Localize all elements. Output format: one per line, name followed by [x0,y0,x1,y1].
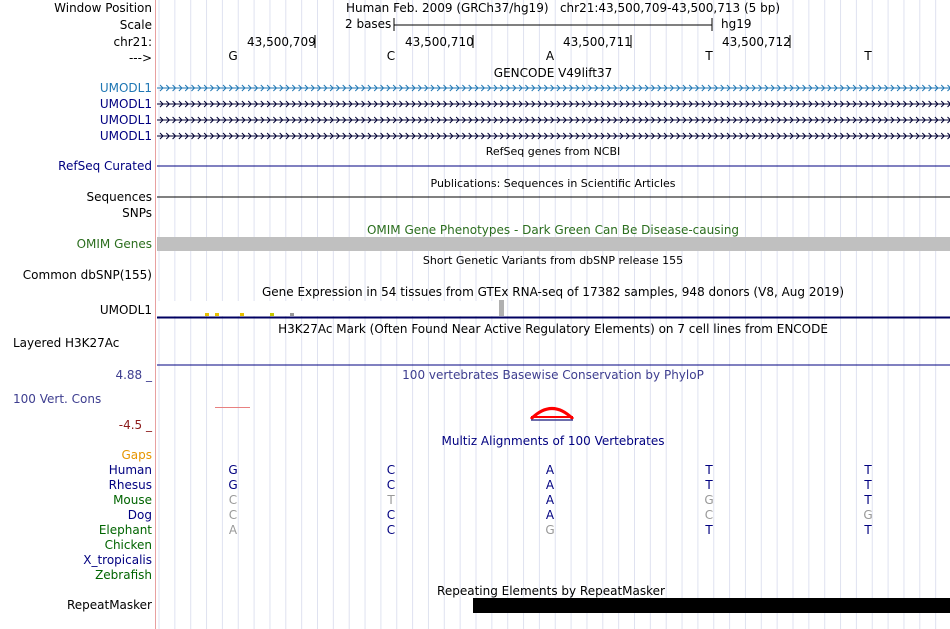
aligned-base: G [545,523,555,537]
gaps-label: Gaps [121,448,152,462]
gtex-tissue-bar [215,313,219,316]
aligned-base: T [864,493,872,507]
gtex-tissue-bar [270,313,274,316]
species-label: Dog [127,508,152,522]
h3k27ac-label[interactable]: Layered H3K27Ac [13,336,120,350]
repeatmasker-title: Repeating Elements by RepeatMasker [437,584,665,598]
species-label: Elephant [98,523,152,537]
aligned-base: G [704,493,714,507]
publications-title: Publications: Sequences in Scientific Articles [430,177,676,190]
window-position-value: Human Feb. 2009 (GRCh37/hg19) chr21:43,500,709-43,500,713 (5 bp) [346,1,781,15]
omim-label[interactable]: OMIM Genes [76,237,152,251]
multiz-title: Multiz Alignments of 100 Vertebrates [441,434,665,448]
gencode-item-label[interactable]: UMODL1 [99,113,152,127]
aligned-base: T [864,463,872,477]
aligned-base: A [545,493,555,507]
conservation-title: 100 vertebrates Basewise Conservation by PhyloP [402,368,704,382]
dna-base: A [545,49,555,63]
scale-value: 2 bases [345,17,392,31]
gencode-item-label[interactable]: UMODL1 [99,81,152,95]
aligned-base: C [386,508,396,522]
aligned-base: C [386,463,396,477]
species-label: Chicken [104,538,152,552]
aligned-base: T [705,478,713,492]
species-label: X_tropicalis [83,553,152,567]
aligned-base: A [228,523,238,537]
ruler-position-label: 43,500,711 [563,35,632,49]
aligned-base: T [864,523,872,537]
dna-base: T [705,49,713,63]
dna-base: T [864,49,872,63]
gencode-item-label[interactable]: UMODL1 [99,97,152,111]
ruler-position-label: 43,500,712 [722,35,791,49]
scale-label: Scale [119,18,152,32]
omim-gene-bar[interactable] [157,237,950,251]
gtex-bar[interactable] [499,300,504,316]
strand-label: ---> [128,51,152,65]
publications-label[interactable]: Sequences [86,190,152,204]
gtex-tissue-bar [205,313,209,316]
aligned-base: C [386,478,396,492]
species-label: Mouse [113,493,152,507]
aligned-base: A [545,508,555,522]
ruler-position-label: 43,500,710 [405,35,474,49]
refseq-label[interactable]: RefSeq Curated [58,159,152,173]
conservation-label[interactable]: 100 Vert. Cons [13,392,102,406]
gtex-title: Gene Expression in 54 tissues from GTEx RNA-seq of 17382 samples, 948 donors (V8, Aug 2019) [261,285,845,299]
dna-base: G [228,49,238,63]
species-label: Zebrafish [95,568,152,582]
ruler-position-label: 43,500,709 [247,35,316,49]
h3k27ac-title: H3K27Ac Mark (Often Found Near Active Regulatory Elements) on 7 cell lines from ENCODE [278,322,828,336]
dna-base: C [386,49,396,63]
aligned-base: A [545,478,555,492]
chrom-label: chr21: [113,35,152,49]
gtex-tissue-bar [240,313,244,316]
aligned-base: T [705,463,713,477]
conservation-min-label: -4.5 _ [118,418,152,432]
gtex-label[interactable]: UMODL1 [99,303,152,317]
aligned-base: T [387,493,395,507]
species-label: Human [108,463,152,477]
repeat-element-bar[interactable] [473,598,950,613]
refseq-title: RefSeq genes from NCBI [485,145,621,158]
snps-label[interactable]: SNPs [122,206,152,220]
gencode-item-label[interactable]: UMODL1 [99,129,152,143]
aligned-base: G [228,463,238,477]
dbsnp-label[interactable]: Common dbSNP(155) [22,268,152,282]
gencode-title: GENCODE V49lift37 [493,66,613,80]
species-label: Rhesus [108,478,152,492]
gtex-tissue-bar [290,313,294,316]
aligned-base: T [705,523,713,537]
aligned-base: T [864,478,872,492]
aligned-base: G [228,478,238,492]
window-position-label: Window Position [54,1,152,15]
aligned-base: C [228,493,238,507]
scale-assembly: hg19 [721,17,752,31]
aligned-base: C [228,508,238,522]
conservation-max-label: 4.88 _ [115,368,152,382]
dbsnp-title: Short Genetic Variants from dbSNP release 155 [422,254,684,267]
aligned-base: A [545,463,555,477]
aligned-base: C [704,508,714,522]
aligned-base: C [386,523,396,537]
aligned-base: G [863,508,873,522]
omim-title: OMIM Gene Phenotypes - Dark Green Can Be Disease-causing [366,223,740,237]
repeatmasker-label[interactable]: RepeatMasker [66,598,152,612]
